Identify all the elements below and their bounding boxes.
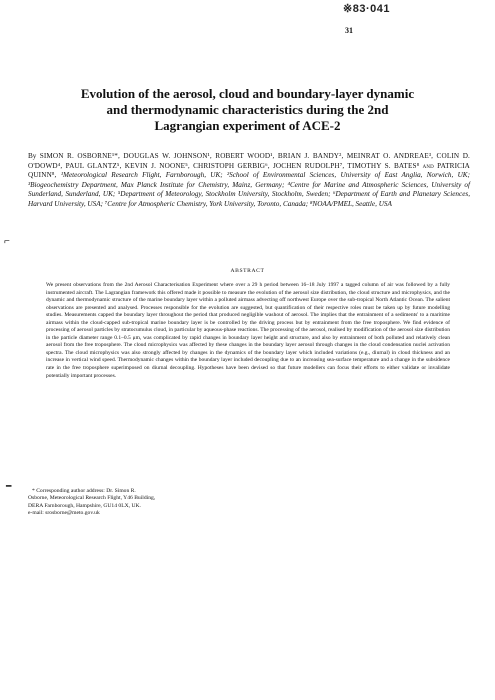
- author-affiliations: ¹Meteorological Research Flight, Farnborough, UK; ²School of Environmental Sciences, University of East Anglia, Norwich, UK; ³Biogeochemistry Department, Max Planck Institute for Chemistry, Mainz, Germany; ⁴Centre for Marine and Atmospheric Sciences, University of Sunderland, Sunderland, UK; ⁵Department of Meteorology, Stockholm University, Stockholm, Sweden; ⁶Department of Earth and Planetary Sciences, Harvard University, USA; ⁷Centre for Atmospheric Chemistry, York University, Toronto, Canada; ⁸NOAA/PMEL, Seattle, USA: [28, 171, 470, 208]
- footnote-line-1: * Corresponding author address: Dr. Simon R.: [32, 488, 136, 494]
- footnote-line-4: e-mail: srosborne@meto.gov.uk: [28, 510, 100, 517]
- footnote-line-3: DERA Farnborough, Hampshire, GU14 0LX, UK.: [28, 502, 141, 509]
- footnote-rule-mark: ━: [6, 481, 12, 491]
- paper-title: [30, 86, 465, 134]
- page-number: 31: [345, 26, 353, 35]
- author-prefix: By: [28, 152, 40, 160]
- handwritten-reference-stamp: ※83·041: [343, 3, 390, 15]
- title-line-3: Lagrangian experiment of ACE-2: [154, 118, 341, 133]
- footnote-line-2: Osborne, Meteorological Research Flight, Y46 Building,: [28, 495, 156, 502]
- margin-mark: ⌐: [4, 236, 10, 247]
- corresponding-author-footnote: [28, 488, 156, 518]
- author-names: SIMON R. OSBORNE¹*, DOUGLAS W. JOHNSON¹, ROBERT WOOD¹, BRIAN J. BANDY², MEINRAT O. ANDREAE³, COLIN D. O'DOWD⁴, PAUL GLANTZ⁵, KEVIN J. NOONE⁵, CHRISTOPH GERBIG⁶, JOCHEN RUDOLPH⁷, TIMOTHY S. BATES⁸ and PATRICIA QUINN⁸,: [28, 152, 470, 180]
- abstract-body: We present observations from the 2nd Aerosol Characterisation Experiment where over a 29 h period between 16–18 July 1997 a tagged column of air was followed by a fully instrumented aircraft. The Lagrangian framework this offered made it possible to measure the evolution of the aerosol size distribution, the cloud structure and microphysics, and the dynamic and thermodynamic structure of the marine boundary layer within a polluted airmass advecting off northwest Europe over the sub-tropical North Atlantic Ocean. The salient observations are presented and analysed. Processes responsible for the evolution are suggested, but quantification of their respective roles must be taken up by future modelling studies. Measurements capped the boundary layer throughout the period that produced negligible washout of aerosol. The implies that the entrainment of a sediments' to a maritime airmass within the cloud-capped sub-tropical marine boundary layer is be controlled by the driving process but by entrainment from the free troposphere. We find evidence of processing of aerosol particles by stratocumulus cloud, in particular by aqueous-phase reactions. The processing of the aerosol, realised by modification of the aerosol size distribution in the particle diameter range 0.1–0.5 μm, was complicated by rapid changes in boundary layer height and structure, and also by entrainment of both polluted and relatively clean aerosol from the free troposphere. The cloud microphysics was affected by these changes in the boundary layer aerosol through changes in the cloud condensation nuclei activation spectra. The cloud microphysics was also strongly affected by changes in the dynamics of the boundary layer which included variations (e.g., diurnal) in cloud thickness and an increase in vertical wind speed. Thermodynamic changes within the boundary layer included decoupling due to an increasing sea-surface temperature and a change in the subsidence rate in the free troposphere superimposed on diurnal decoupling. Hypotheses have been devised so that future modellers can focus their efforts to either validate or invalidate potentially important processes.: [46, 282, 450, 379]
- title-line-2: and thermodynamic characteristics during the 2nd: [106, 102, 389, 117]
- title-line-1: Evolution of the aerosol, cloud and boundary-layer dynamic: [80, 86, 415, 101]
- abstract-heading: ABSTRACT: [230, 268, 265, 274]
- author-block: [28, 152, 470, 210]
